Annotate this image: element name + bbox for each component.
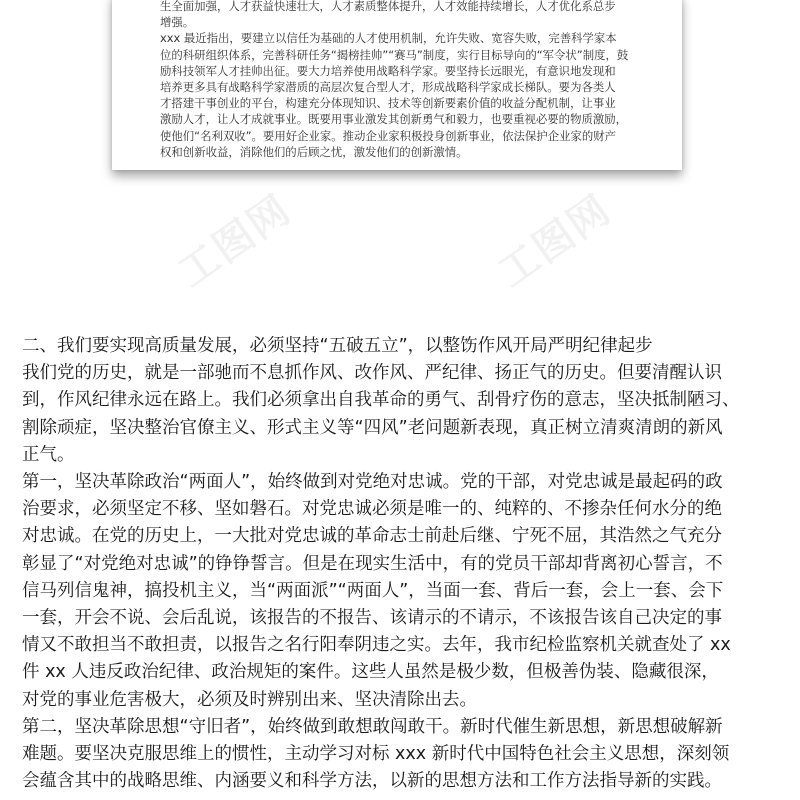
preview-line: 励科技领军人才挂帅出征。要大力培养使用战略科学家。要坚持长远眼光，有意识地发现和: [160, 63, 616, 78]
preview-line: xxx 最近指出，要建立以信任为基础的人才使用机制，允许失败、宽容失败，完善科学家本: [160, 31, 617, 46]
preview-line: 增强。: [160, 15, 195, 30]
document-body: [22, 333, 778, 795]
paragraph: 第一，坚决革除政治“两面人”，始终做到对党绝对忠诚。党的干部，对党忠诚是最起码的政 治要求，必须坚定不移、坚如磐石。对党忠诚必须是唯一的、纯粹的、不掺杂任何水分的绝 对忠诚。在党的历史上，一大批对党忠诚的革命志士前赴后继、宁死不屈，其浩然之气充分 彰显了“对党绝对忠诚”的铮铮誓言。但是在现实生活中，有的党员干部却背离初心誓言，不 信马列信鬼神，搞投机主义，当“两面派”“两面人”，当面一套、背后一套，会上一套、会下 一套，开会不说、会后乱说，该报告的不报告、该请示的不请示，不该报告该自己决定的事 情又不敢担当不敢担责，以报告之名行阳奉阴违之实。去年，我市纪检监察机关就查处了 xx 件 xx 人违反政治纪律、政治规矩的案件。这些人虽然是极少数，但极善伪装、隐藏很深， 对党的事业危害极大，必须及时辨别出来、坚决清除出去。: [22, 472, 731, 710]
section-heading: 二、我们要实现高质量发展，必须坚持“五破五立”，以整饬作风开局严明纪律起步: [22, 336, 653, 356]
watermark: 工图网: [490, 186, 620, 297]
watermark: 工图网: [170, 186, 300, 297]
preview-line: 激励人才，让人才成就事业。既要用事业激发其创新勇气和毅力，也要重视必要的物质激励，: [160, 112, 628, 127]
preview-line: 位的科研组织体系，完善科研任务“揭榜挂帅”“赛马”制度，实行目标导向的“军令状”制度，鼓: [160, 47, 629, 62]
preview-text-block: [160, 0, 648, 160]
preview-line: 培养更多具有战略科学家潜质的高层次复合型人才，形成战略科学家成长梯队。要为各类人: [160, 80, 616, 95]
watermark-area: [0, 170, 800, 335]
preview-line: 使他们“名利双收”。要用好企业家。推动企业家积极投身创新事业，依法保护企业家的财产: [160, 128, 617, 143]
paragraph: 第二，坚决革除思想“守旧者”，始终做到敢想敢闯敢干。新时代催生新思想，新思想破解新 难题。要坚决克服思维上的惯性，主动学习对标 xxx 新时代中国特色社会主义思想，深刻领 会蕴含其中的战略思维、内涵要义和科学方法，以新的思想方法和工作方法指导新的实践。: [22, 716, 730, 792]
preview-line: 才搭建干事创业的平台，构建充分体现知识、技术等创新要素价值的收益分配机制，让事业: [160, 96, 616, 111]
paragraph: 我们党的历史，就是一部驰而不息抓作风、改作风、严纪律、扬正气的历史。但要清醒认识 到，作风纪律永远在路上。我们必须拿出自我革命的勇气、刮骨疗伤的意志，坚决抵制陋习、 割除顽症，坚决整治官僚主义、形式主义等“四风”老问题新表现，真正树立清爽清朗的新风 正气。: [22, 363, 740, 465]
preview-line: 生全面加强，人才获益快速壮大，人才素质整体提升，人才效能持续增长，人才优化系总步: [160, 0, 616, 13]
document-preview-thumbnail: [112, 0, 682, 170]
preview-line: 权和创新收益，消除他们的后顾之忧，激发他们的创新激情。: [160, 144, 468, 159]
